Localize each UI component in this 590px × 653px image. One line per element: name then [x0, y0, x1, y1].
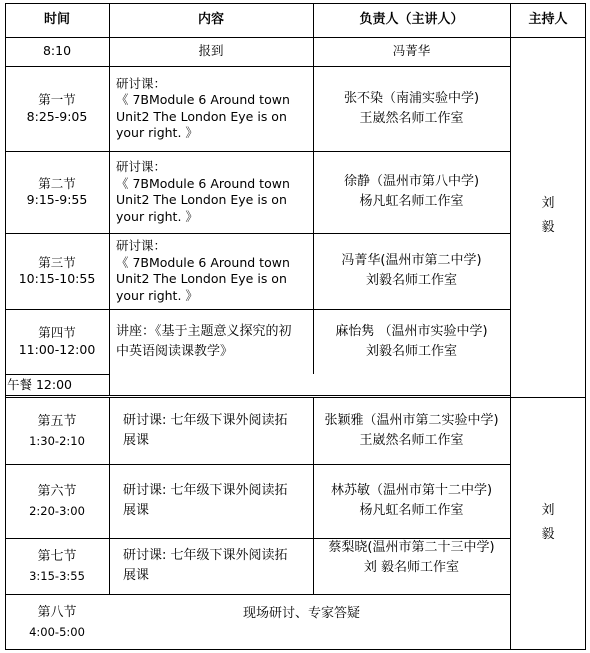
content-cell — [109, 37, 313, 66]
speaker-cell — [313, 464, 510, 538]
schedule-table — [5, 3, 586, 650]
speaker-line: 刘毅名师工作室 — [365, 273, 457, 288]
session-label: 第四节 — [38, 325, 76, 340]
speaker-line: 蔡梨晓(温州市第二十三中学) — [328, 540, 495, 555]
header-host: 主持人 — [528, 11, 568, 27]
speaker-line: 张不染（南浦实验中学) — [343, 90, 480, 106]
speaker-line: 林苏敏（温州市第十二中学) — [330, 483, 493, 498]
content-line: 研讨课： — [116, 75, 167, 91]
speaker-line: 刘毅名师工作室 — [365, 343, 457, 359]
content-line: Unit2 The London Eye is on — [116, 271, 287, 286]
host-char: 毅 — [541, 220, 555, 235]
content-cell — [109, 397, 313, 464]
speaker-line: 张颖雅（温州市第二实验中学) — [324, 412, 499, 428]
speaker-line: 冯菁华(温州市第二中学) — [341, 253, 482, 268]
speaker-cell — [313, 538, 510, 594]
session-time: 2:20-3:00 — [29, 504, 85, 518]
time-cell — [5, 233, 109, 309]
session-time: 9:15-9:55 — [26, 192, 88, 207]
content-line: Unit2 The London Eye is on — [116, 192, 287, 207]
session-time: 3:15-3:55 — [29, 569, 85, 583]
content-cell — [109, 538, 313, 594]
speaker-cell — [313, 37, 510, 66]
content-line: Unit2 The London Eye is on — [116, 108, 287, 124]
session-time: 10:15-10:55 — [18, 271, 96, 286]
content-line: your right. 》 — [116, 125, 198, 140]
content-line: 展课 — [123, 432, 150, 448]
session-time: 1:30-2:10 — [29, 433, 85, 448]
session-time: 4:00-5:00 — [29, 624, 85, 639]
lunch-label: 午餐 12:00 — [7, 377, 72, 392]
speaker-cell — [313, 151, 510, 233]
content-line: 研讨课: 七年级下课外阅读拓 — [123, 412, 288, 428]
speaker-line: 冯菁华 — [392, 43, 431, 59]
content-cell — [109, 66, 313, 151]
speaker-line: 杨凡虹名师工作室 — [359, 194, 464, 209]
header-speaker: 负责人（主讲人） — [359, 11, 464, 27]
speaker-line: 麻怡隽 （温州市实验中学) — [335, 323, 488, 339]
session-label: 第一节 — [38, 92, 76, 107]
session-time: 11:00-12:00 — [18, 341, 96, 357]
speaker-cell — [313, 397, 510, 464]
speaker-line: 王崴然名师工作室 — [359, 432, 464, 448]
content-line: 报到 — [198, 43, 224, 59]
session-time: 8:25-9:05 — [26, 108, 88, 124]
content-line: 展课 — [123, 503, 150, 518]
speaker-cell — [313, 309, 510, 374]
content-line: 研讨课: 七年级下课外阅读拓 — [123, 548, 288, 563]
content-line: 讲座：《基于主题意义探究的初 — [116, 323, 292, 339]
time-cell — [5, 397, 109, 464]
session-label: 第八节 — [37, 604, 77, 620]
session-label: 第六节 — [37, 484, 77, 499]
content-line: 《 7BModule 6 Around town — [116, 92, 290, 107]
session-label: 第五节 — [37, 413, 77, 429]
time-cell — [5, 66, 109, 151]
speaker-line: 刘 毅名师工作室 — [363, 560, 460, 575]
speaker-line: 杨凡虹名师工作室 — [359, 503, 464, 518]
content-line: 现场研讨、专家答疑 — [243, 606, 361, 621]
content-line: 《 7BModule 6 Around town — [116, 175, 290, 191]
time-cell: 8:10 — [42, 43, 72, 59]
speaker-line: 王崴然名师工作室 — [359, 110, 464, 126]
morning-host — [510, 37, 586, 395]
host-char: 刘 — [541, 503, 555, 518]
host-char: 毅 — [541, 527, 555, 542]
content-cell — [109, 151, 313, 233]
content-line: 展课 — [123, 568, 150, 583]
content-line: 研讨课: 七年级下课外阅读拓 — [123, 483, 288, 498]
content-cell — [109, 309, 313, 374]
header-time: 时间 — [43, 11, 70, 27]
content-line: your right. 》 — [116, 208, 198, 224]
time-cell — [5, 464, 109, 538]
speaker-line: 徐静（温州市第八中学) — [343, 174, 480, 189]
session-label: 第三节 — [38, 254, 76, 270]
time-cell — [5, 538, 109, 594]
host-char: 刘 — [541, 196, 555, 211]
content-line: 中英语阅读课教学》 — [116, 343, 234, 359]
session-label: 第七节 — [37, 549, 77, 564]
time-cell — [5, 594, 109, 649]
header-content: 内容 — [197, 11, 224, 27]
content-cell — [109, 233, 313, 309]
content-cell — [243, 594, 510, 634]
session-label: 第二节 — [38, 175, 76, 191]
speaker-cell — [313, 233, 510, 309]
time-cell — [5, 151, 109, 233]
content-line: 研讨课： — [116, 159, 167, 174]
content-line: your right. 》 — [116, 287, 198, 303]
speaker-cell — [313, 66, 510, 151]
content-line: 《 7BModule 6 Around town — [116, 254, 290, 270]
afternoon-host — [510, 397, 586, 649]
content-cell — [109, 464, 313, 538]
content-line: 研讨课： — [116, 238, 167, 253]
time-cell — [5, 309, 109, 374]
